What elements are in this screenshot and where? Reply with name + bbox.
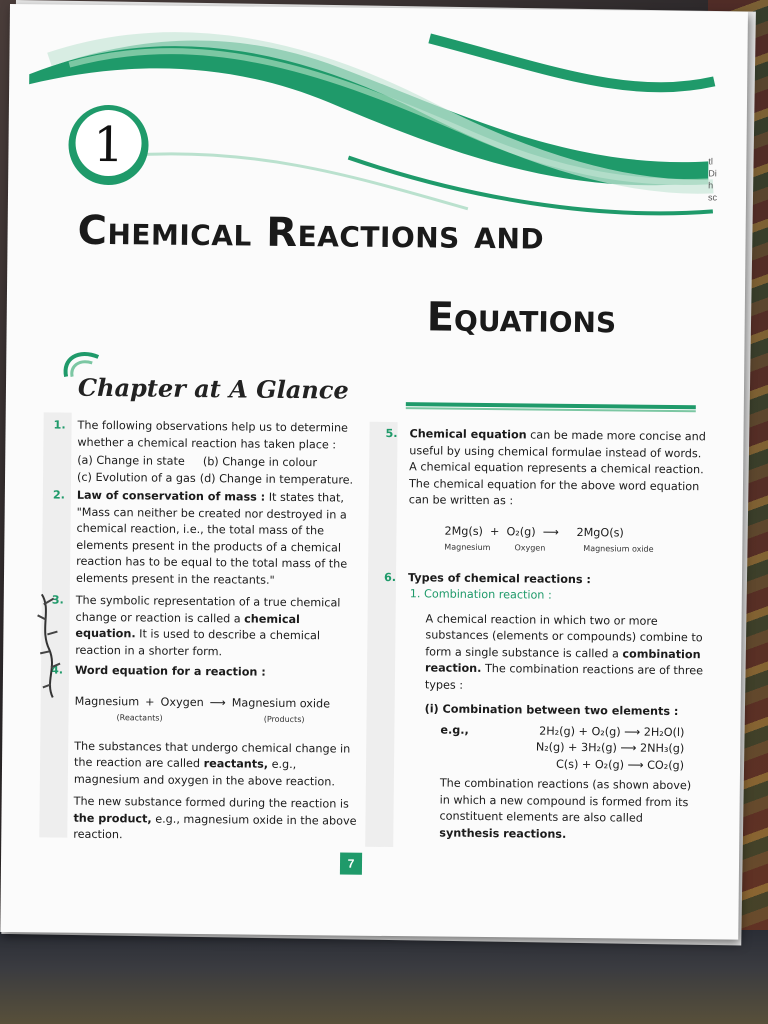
chemical-equation: 2Mg(s) + O₂(g) ⟶ 2MgO(s) Magnesium Oxygen Magnesium oxide — [444, 524, 654, 554]
chapter-title-line1: Chemical Reactions and — [77, 207, 545, 259]
section-heading: Chapter at A Glance — [77, 372, 349, 405]
page-number: 7 — [340, 853, 362, 875]
chapter-title-line2: Equations — [426, 294, 617, 343]
chapter-at-a-glance-heading — [58, 345, 699, 416]
point-4: 4. Word equation for a reaction : Magnesium + Oxygen ⟶ Magnesium oxide (Reactants) (Products) The substances that undergo chemical change in the reaction are called reactants, e.g., magnesium and oxygen in the above reaction. The new substance formed during the reaction is the product, e.g., magnesium oxide in the above reaction. — [41, 662, 363, 846]
book-page — [0, 4, 748, 940]
word-equation: Magnesium + Oxygen ⟶ Magnesium oxide — [74, 694, 331, 710]
point-5: 5. Chemical equation can be made more concise and useful by using chemical formulae instead of words. A chemical equation represents a chemical reaction. The chemical equation for the above word equation can be written as : 2Mg(s) + O₂(g) ⟶ 2MgO(s) Magnesium Oxygen Magnesium oxide — [376, 426, 707, 559]
combination-equations: e.g., 2H₂(g) + O₂(g) ⟶ 2H₂O(l) N₂(g) + 3H₂(g) ⟶ 2NH₃(g) C(s) + O₂(g) ⟶ CO₂(g) — [440, 723, 685, 772]
point-1: 1. The following observations help us to determine whether a chemical reaction has taken place : (a) Change in state (b) Change in colour (c) Evolution of a gas (d) Change in temperature. — [53, 418, 354, 487]
left-column — [41, 417, 365, 848]
chapter-number: 1 — [92, 116, 125, 174]
side-margin-text: tl Di h sc — [707, 156, 718, 203]
point-2: 2. Law of conservation of mass : It states that, "Mass can neither be created nor destroyed in a chemical reaction, i.e., the total mass of the elements present in the products of a chemical reaction has to be equal to the total mass of the elements present in the reactants." — [52, 488, 348, 587]
point-6: 6. Types of chemical reactions : 1. Combination reaction : A chemical reaction in which two or more substances (elements or compounds) combine to form a single substance is called a combination reaction. The combination reactions are of three types : (i) Combination between two elements : e.g., 2H₂(g) + O₂(g) ⟶ 2H₂O(l) N₂(g) + 3H₂(g) ⟶ 2NH₃(g) C(s) + O₂(g) ⟶ CO₂(g) The combination reactions (as shown above) in which a new compound is formed from its constituent elements are also called synthesis reactions. — [383, 570, 704, 841]
pressed-plant-icon — [31, 589, 72, 699]
right-column — [373, 426, 707, 846]
point-3: 3. The symbolic representation of a true chemical change or reaction is called a chemical equation. It is used to describe a chemical reaction in a shorter form. — [51, 593, 341, 658]
